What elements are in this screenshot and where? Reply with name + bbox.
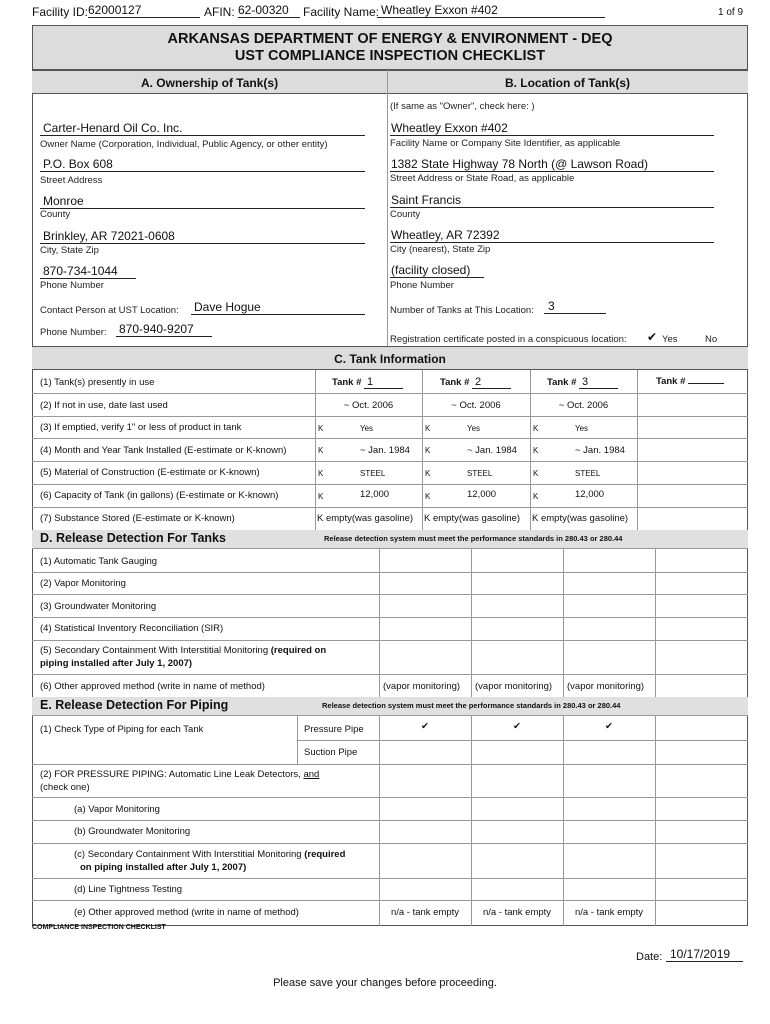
same-as-owner-note: (If same as "Owner", check here: ) — [390, 101, 535, 112]
pressure-pipe-check-2[interactable]: ✔ — [513, 721, 521, 732]
registration-label: Registration certificate posted in a conspicuous location: — [390, 334, 627, 345]
date-label: Date: — [636, 951, 663, 963]
c-row-label: (3) If emptied, verify 1" or less of product in tank — [40, 422, 242, 433]
owner-street-value: P.O. Box 608 — [43, 157, 113, 171]
registration-yes-check[interactable]: ✔ — [647, 330, 658, 344]
location-city-value: Wheatley, AR 72392 — [391, 228, 500, 242]
location-name-label: Facility Name or Company Site Identifier, as applicable — [390, 138, 621, 149]
e-row-line — [32, 797, 748, 798]
c-col-line-2 — [422, 370, 423, 530]
e-row-line — [32, 820, 748, 821]
e-row-line — [32, 764, 748, 765]
location-name-field[interactable] — [390, 121, 714, 136]
contact-phone-value: 870-940-9207 — [119, 322, 194, 336]
facility-name-field[interactable] — [377, 3, 605, 18]
owner-phone-value: 870-734-1044 — [43, 264, 118, 278]
c-row-label: (1) Tank(s) presently in use — [40, 377, 155, 388]
ab-heading-band — [32, 70, 748, 94]
tank-1-number[interactable]: 1 — [364, 376, 403, 389]
tank-4-number[interactable] — [688, 383, 724, 384]
page-counter: 1 of 9 — [718, 7, 744, 18]
c-cell-value[interactable]: 12,000 — [360, 489, 390, 500]
c-row-line — [32, 438, 748, 439]
section-d-note: Release detection system must meet the performance standards in 280.43 or 280.44 — [324, 534, 623, 543]
location-city-field[interactable] — [390, 228, 714, 243]
c-cell-value[interactable]: ~ Oct. 2006 — [343, 400, 394, 411]
e-row-line-sub — [297, 740, 748, 741]
e-cell-value[interactable]: n/a - tank empty — [574, 907, 644, 918]
c-row-label: (6) Capacity of Tank (in gallons) (E-estimate or K-known) — [40, 490, 279, 501]
section-c-band — [32, 346, 748, 370]
location-county-label: County — [390, 209, 421, 220]
e-sub-b: (b) Groundwater Monitoring — [74, 826, 191, 837]
c-row-label: (5) Material of Construction (E-estimate or K-known) — [40, 467, 260, 478]
location-city-label: City (nearest), State Zip — [390, 244, 491, 255]
d-row-label-5: (5) Secondary Containment With Interstitial Monitoring (required on — [40, 645, 327, 656]
c-cell-value[interactable]: ~ Jan. 1984 — [360, 445, 410, 456]
facility-name-value: Wheatley Exxon #402 — [381, 3, 498, 17]
e-col-line-1 — [379, 716, 380, 926]
e-col-line-3 — [563, 716, 564, 926]
e-row-label-2b: (check one) — [40, 782, 90, 793]
afin-label: AFIN: — [204, 5, 235, 19]
c-cell-ek[interactable]: K — [425, 424, 431, 433]
facility-id-label: Facility ID: — [32, 5, 89, 19]
tank-count-field[interactable] — [544, 299, 606, 314]
d-row-line — [32, 572, 748, 573]
tank-count-value: 3 — [548, 299, 555, 313]
form-title — [32, 25, 748, 70]
d-row-label: (1) Automatic Tank Gauging — [40, 556, 158, 567]
facility-name-label: Facility Name: — [303, 5, 380, 19]
c-col-line-1 — [315, 370, 316, 530]
c-cell-value[interactable]: K empty(was gasoline) — [532, 513, 629, 524]
c-cell-value[interactable]: 12,000 — [575, 489, 605, 500]
tank-2-number[interactable]: 2 — [472, 376, 511, 389]
c-row-line — [32, 461, 748, 462]
c-cell-value[interactable]: Yes — [575, 424, 589, 433]
section-b-heading: B. Location of Tank(s) — [504, 76, 631, 90]
c-cell-value[interactable]: ~ Oct. 2006 — [451, 400, 501, 411]
c-cell-ek[interactable]: K — [318, 469, 324, 478]
location-street-value: 1382 State Highway 78 North (@ Lawson Road) — [391, 157, 648, 171]
section-d-band — [32, 530, 748, 549]
owner-county-field[interactable] — [40, 194, 365, 209]
pressure-pipe-check-3[interactable]: ✔ — [605, 721, 613, 732]
owner-name-label: Owner Name (Corporation, Individual, Public Agency, or other entity) — [40, 139, 328, 150]
contact-label: Contact Person at UST Location: — [40, 305, 179, 316]
section-e-band — [32, 697, 748, 716]
e-cell-value[interactable]: n/a - tank empty — [482, 907, 552, 918]
e-col-line-2 — [471, 716, 472, 926]
afin-field[interactable] — [238, 3, 300, 18]
e-sub-c2: on piping installed after July 1, 2007) — [80, 862, 247, 873]
contact-field[interactable] — [191, 300, 365, 315]
c-cell-value[interactable]: STEEL — [575, 469, 601, 478]
e-col-line-4 — [655, 716, 656, 926]
contact-phone-label: Phone Number: — [40, 327, 107, 338]
d-row-line — [32, 640, 748, 641]
c-cell-value[interactable]: Yes — [360, 424, 374, 433]
save-message: Please save your changes before proceeding. — [273, 977, 497, 989]
owner-street-label: Street Address — [40, 175, 103, 186]
c-cell-value[interactable]: STEEL — [360, 469, 386, 478]
d-row-label: (2) Vapor Monitoring — [40, 578, 126, 589]
owner-county-label: County — [40, 209, 71, 220]
registration-yes-label: Yes — [662, 334, 678, 345]
tank-4-header: Tank # — [656, 376, 724, 387]
c-cell-ek[interactable]: K — [533, 469, 539, 478]
date-field[interactable] — [666, 947, 743, 962]
c-row-label: (4) Month and Year Tank Installed (E-estimate or K-known) — [40, 445, 287, 456]
tank-3-header: Tank # 3 — [547, 376, 618, 389]
d-cell-value[interactable]: (vapor monitoring) — [567, 681, 645, 692]
location-phone-label: Phone Number — [390, 280, 454, 291]
d-row-label: (3) Groundwater Monitoring — [40, 601, 157, 612]
location-name-value: Wheatley Exxon #402 — [391, 121, 508, 135]
afin-value: 62-00320 — [238, 3, 289, 17]
owner-city-field[interactable] — [40, 229, 365, 244]
location-street-field[interactable] — [390, 157, 714, 172]
location-street-label: Street Address or State Road, as applicable — [390, 173, 575, 184]
date-value: 10/17/2019 — [670, 947, 731, 961]
e-row-line — [32, 878, 748, 879]
facility-id-field[interactable] — [88, 3, 200, 18]
c-row-line — [32, 507, 748, 508]
c-col-line-4 — [637, 370, 638, 530]
pressure-pipe-label: Pressure Pipe — [304, 724, 364, 735]
ab-divider — [387, 70, 388, 346]
c-cell-value[interactable]: Yes — [467, 424, 481, 433]
e-row-label-2: (2) FOR PRESSURE PIPING: Automatic Line Leak Detectors, and — [40, 769, 320, 780]
c-cell-value[interactable]: ~ Oct. 2006 — [558, 400, 609, 411]
d-row-label-5b: piping installed after July 1, 2007) — [40, 658, 193, 669]
c-cell-value[interactable]: K empty(was gasoline) — [424, 513, 521, 524]
d-row-line — [32, 674, 748, 675]
c-cell-ek[interactable]: K — [318, 446, 324, 455]
e-sub-d: (d) Line Tightness Testing — [74, 884, 183, 895]
owner-city-value: Brinkley, AR 72021-0608 — [43, 229, 175, 243]
d-row-label-6: (6) Other approved method (write in name of method) — [40, 681, 265, 692]
e-cell-value[interactable]: n/a - tank empty — [390, 907, 460, 918]
c-cell-ek[interactable]: K — [425, 492, 431, 501]
c-row-line — [32, 484, 748, 485]
owner-name-field[interactable] — [40, 121, 365, 136]
c-row-label: (2) If not in use, date last used — [40, 400, 168, 411]
section-a-heading: A. Ownership of Tank(s) — [140, 76, 279, 90]
e-row-line — [32, 843, 748, 844]
owner-street-field[interactable] — [40, 157, 365, 172]
c-cell-value[interactable]: STEEL — [467, 469, 493, 478]
c-cell-ek[interactable]: K — [533, 492, 539, 501]
form-title-line2: UST COMPLIANCE INSPECTION CHECKLIST — [234, 48, 546, 64]
c-cell-ek[interactable]: K — [318, 424, 324, 433]
e-sub-e: (e) Other approved method (write in name of method) — [74, 907, 299, 918]
c-cell-ek[interactable]: K — [533, 424, 539, 433]
c-col-line-3 — [530, 370, 531, 530]
section-c-heading: C. Tank Information — [334, 352, 446, 366]
d-cell-value[interactable]: (vapor monitoring) — [475, 681, 553, 692]
section-e-heading: E. Release Detection For Piping — [40, 698, 229, 712]
c-cell-ek[interactable]: K — [318, 492, 324, 501]
owner-name-value: Carter-Henard Oil Co. Inc. — [43, 121, 183, 135]
section-d-heading: D. Release Detection For Tanks — [40, 531, 226, 545]
owner-county-value: Monroe — [43, 194, 84, 208]
tank-2-header: Tank # 2 — [440, 376, 511, 389]
form-title-line1: ARKANSAS DEPARTMENT OF ENERGY & ENVIRONMENT - DEQ — [167, 31, 613, 47]
d-cell-value[interactable]: (vapor monitoring) — [383, 681, 461, 692]
d-row-line — [32, 594, 748, 595]
location-county-value: Saint Francis — [391, 193, 462, 207]
c-cell-ek[interactable]: K — [533, 446, 539, 455]
tank-3-number[interactable]: 3 — [579, 376, 618, 389]
c-cell-value[interactable]: ~ Jan. 1984 — [467, 445, 517, 456]
tank-count-label: Number of Tanks at This Location: — [390, 305, 534, 316]
location-phone-field[interactable] — [390, 263, 484, 278]
contact-value: Dave Hogue — [194, 300, 261, 314]
d-row-label: (4) Statistical Inventory Reconciliation (SIR) — [40, 623, 224, 634]
tank-1-header: Tank # 1 — [332, 376, 403, 389]
e-row-label-1: (1) Check Type of Piping for each Tank — [40, 724, 204, 735]
footer-checklist-label: COMPLIANCE INSPECTION CHECKLIST — [32, 924, 166, 931]
c-cell-value[interactable]: ~ Jan. 1984 — [575, 445, 625, 456]
section-e-note: Release detection system must meet the performance standards in 280.43 or 280.44 — [322, 701, 621, 710]
c-cell-value[interactable]: 12,000 — [467, 489, 497, 500]
contact-phone-field[interactable] — [116, 322, 212, 337]
e-sub-c: (c) Secondary Containment With Interstitial Monitoring (required — [74, 849, 346, 860]
e-row-line — [32, 900, 748, 901]
c-row-line — [32, 393, 748, 394]
c-row-label: (7) Substance Stored (E-estimate or K-known) — [40, 513, 235, 524]
pressure-pipe-check-1[interactable]: ✔ — [421, 721, 429, 732]
location-phone-value: (facility closed) — [391, 263, 471, 277]
location-county-field[interactable] — [390, 193, 714, 208]
d-row-line — [32, 617, 748, 618]
c-cell-ek[interactable]: K — [425, 469, 431, 478]
e-sub-a: (a) Vapor Monitoring — [74, 804, 160, 815]
c-row-line — [32, 416, 748, 417]
c-cell-ek[interactable]: K — [425, 446, 431, 455]
owner-phone-label: Phone Number — [40, 280, 104, 291]
owner-phone-field[interactable] — [40, 264, 136, 279]
facility-id-value: 62000127 — [88, 3, 142, 17]
suction-pipe-label: Suction Pipe — [304, 747, 358, 758]
c-cell-value[interactable]: K empty(was gasoline) — [317, 513, 414, 524]
owner-city-label: City, State Zip — [40, 245, 99, 256]
registration-no-label: No — [705, 334, 718, 345]
